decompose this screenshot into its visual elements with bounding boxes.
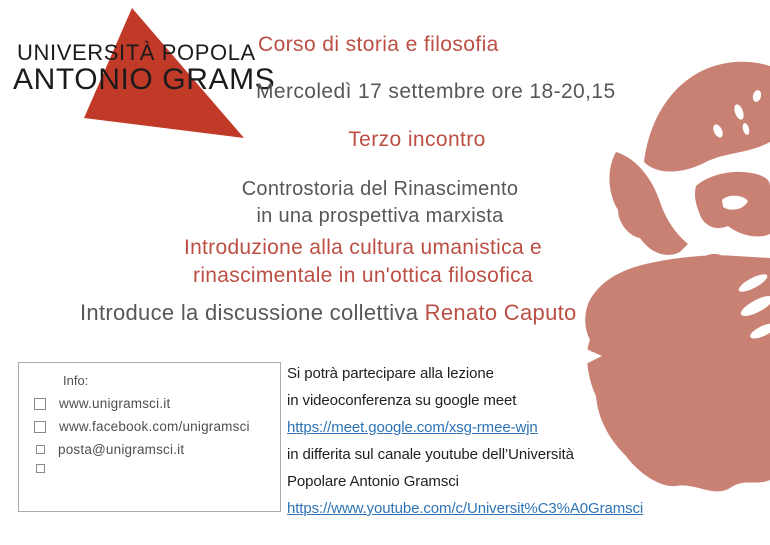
info-item-label: posta@unigramsci.it: [58, 442, 185, 457]
subtitle-line-2: in una prospettiva marxista: [256, 205, 504, 227]
info-item-label: www.facebook.com/unigramsci: [59, 419, 250, 434]
presenter-line: [80, 300, 577, 326]
info-item-empty: [34, 464, 58, 473]
info-box-title: Info:: [63, 373, 89, 388]
streaming-line-1: Si potrà partecipare alla lezione: [287, 365, 494, 382]
portrait-hair: [644, 62, 770, 172]
presenter-name: Renato Caputo: [424, 300, 577, 325]
checkbox-icon: [36, 464, 45, 473]
info-item-label: www.unigramsci.it: [59, 396, 171, 411]
info-item-email: [34, 442, 184, 457]
presenter-prefix: Introduce la discussione collettiva: [80, 300, 425, 325]
streaming-line-3: in differita sul canale youtube dell’Università: [287, 446, 574, 463]
checkbox-icon: [36, 445, 45, 454]
streaming-line-2: in videoconferenza su google meet: [287, 392, 517, 409]
checkbox-icon: [34, 421, 46, 433]
topic-line-2: rinascimentale in un'ottica filosofica: [193, 264, 533, 287]
google-meet-link[interactable]: https://meet.google.com/xsg-rmee-wjn: [287, 419, 538, 436]
info-box: [18, 362, 281, 512]
session-title: Terzo incontro: [348, 128, 486, 151]
subtitle-line-1: Controstoria del Rinascimento: [241, 178, 519, 200]
topic-line-1: Introduzione alla cultura umanistica e: [183, 236, 543, 259]
info-item-website: [34, 396, 170, 411]
course-title: Corso di storia e filosofia: [258, 33, 499, 56]
logo-university-name: UNIVERSITÀ POPOLA: [17, 40, 256, 65]
lecture-subtitle: [0, 176, 760, 230]
lecture-topic: [0, 234, 726, 290]
youtube-channel-link[interactable]: https://www.youtube.com/c/Universit%C3%A0Gramsci: [287, 500, 644, 517]
logo-gramsci-name: ANTONIO GRAMS: [13, 63, 276, 96]
streaming-line-4: Popolare Antonio Gramsci: [287, 473, 459, 490]
info-item-facebook: [34, 419, 250, 434]
streaming-info: [287, 362, 643, 524]
checkbox-icon: [34, 398, 46, 410]
event-datetime: Mercoledì 17 settembre ore 18-20,15: [256, 80, 616, 103]
